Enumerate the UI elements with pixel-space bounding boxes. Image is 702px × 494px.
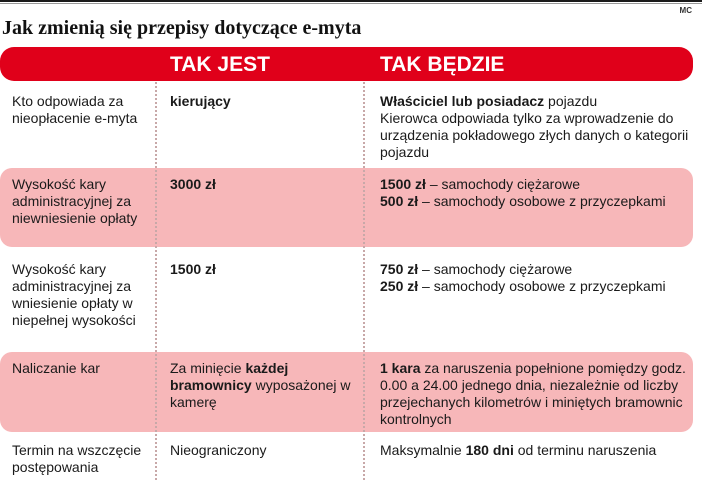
future-rest: – samochody ciężarowe (425, 176, 581, 192)
row-current (170, 93, 360, 110)
current-pre: Za minięcie (170, 360, 246, 376)
future-rest: – samochody osobowe z przyczepkami (418, 278, 666, 294)
future-value: 1 kara (380, 360, 421, 376)
credit: MC (679, 6, 692, 15)
row-label: Wysokość kary administracyjnej za wniesienie opłaty w niepełnej wysokości (12, 261, 136, 328)
row-label: Wysokość kary administracyjnej za niewniesienie opłaty (12, 176, 138, 226)
row-label: Kto odpowiada za nieopłacenie e-myta (12, 93, 138, 126)
header-current: TAK JEST (170, 53, 270, 76)
row-future (380, 360, 692, 428)
future-value: 1500 zł (380, 176, 426, 192)
current-rest: wyposażonej w kamerę (170, 377, 351, 410)
row-current (170, 360, 360, 411)
future-rest: pojazdu (544, 93, 598, 109)
row-label: Termin na wszczęcie postępowania (12, 442, 142, 475)
column-divider (155, 82, 157, 480)
future-pre: Maksymalnie (380, 442, 466, 458)
top-rule (0, 0, 702, 2)
header-bar (0, 47, 693, 81)
column-divider (363, 82, 365, 480)
row-current (170, 176, 360, 193)
row-future (380, 93, 692, 161)
future-value: Właściciel lub posiadacz (380, 93, 545, 109)
future-value: 750 zł (380, 261, 419, 277)
row-label: Naliczanie kar (12, 360, 100, 376)
future-rest: – samochody osobowe z przyczepkami (418, 193, 666, 209)
current-value: każdej bramownicy (170, 360, 289, 393)
future-note: Kierowca odpowiada tylko za wprowadzenie do urządzenia pokładowego złych danych o kategorii pojazdu (380, 110, 689, 160)
current-value: 3000 zł (170, 176, 216, 192)
current-value: 1500 zł (170, 261, 216, 277)
header-future: TAK BĘDZIE (380, 53, 505, 76)
future-value: 250 zł (380, 278, 419, 294)
row-future (380, 261, 692, 295)
row-current (170, 261, 360, 278)
top-rule-thin (0, 3, 702, 4)
row-future (380, 176, 692, 210)
future-rest: za naruszenia popełnione pomiędzy godz. 0.00 a 24.00 jednego dnia, niezależnie od liczby przejechanych kilometrów i miniętych bramownic kontrolnych (380, 360, 686, 427)
future-value: 180 dni (465, 442, 514, 458)
future-rest: od terminu naruszenia (513, 442, 657, 458)
future-rest: – samochody ciężarowe (418, 261, 573, 277)
future-value: 500 zł (380, 193, 419, 209)
current-value: kierujący (170, 93, 231, 109)
row-future (380, 442, 692, 459)
page-title: Jak zmienią się przepisy dotyczące e-myta (2, 17, 362, 39)
row-current: Nieograniczony (170, 442, 267, 458)
